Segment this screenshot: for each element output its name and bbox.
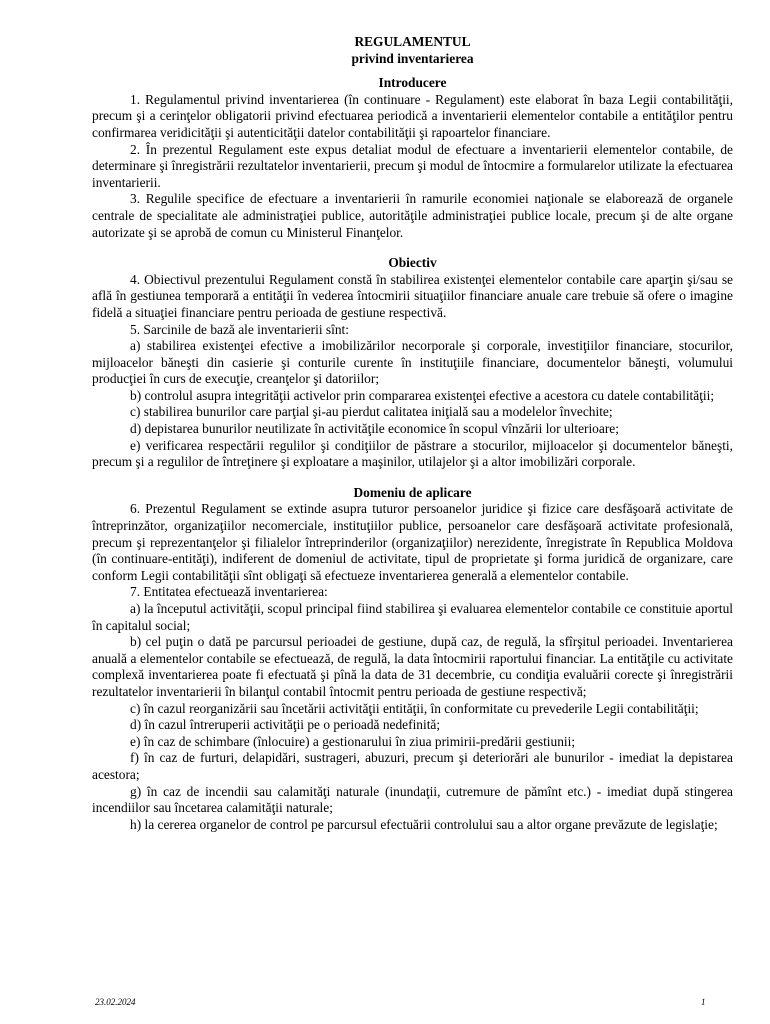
paragraph: d) în cazul întreruperii activităţii pe o perioadă nedefinită;: [130, 717, 441, 733]
document-subtitle: privind inventarierea: [351, 50, 474, 66]
paragraph: h) la cererea organelor de control pe parcursul efectuării controlului sau a altor organe prevăzute de legislaţie;: [130, 816, 718, 832]
paragraph: 7. Entitatea efectuează inventarierea:: [130, 584, 328, 600]
paragraph: 2. În prezentul Regulament este expus detaliat modul de efectuare a inventarierii elementelor contabile, de determinare şi înregistrării rezultatelor inventarierii, precum şi modul de întocmire a formularelor utilizate la efectuarea inventarierii.: [92, 141, 733, 190]
paragraph: f) în caz de furturi, delapidări, sustrageri, abuzuri, precum şi deteriorări ale bunurilor - imediat la depistarea acestora;: [92, 750, 733, 782]
paragraph: b) controlul asupra integrităţii activelor prin compararea existenţei efective a acestora cu datele contabilităţii;: [130, 387, 715, 403]
document-page: [92, 34, 733, 833]
footer-date: 23.02.2024: [95, 997, 136, 1007]
section-heading-obiectiv: Obiectiv: [388, 255, 437, 271]
document-title: REGULAMENTUL: [354, 34, 471, 49]
paragraph: b) cel puţin o dată pe parcursul perioadei de gestiune, după caz, de regulă, la sfîrşitul perioadei. Inventarierea anuală a elementelor contabile se efectuează, de regulă, la data întocmirii raportului financiar. La entităţile cu activitate complexă inventarierea poate fi efectuată şi pînă la data de 31 decembrie, cu condiţia evaluării corecte şi înregistrării rezultatelor inventarierii în bilanţul contabil întocmit pentru perioada de gestiune respectivă;: [92, 634, 733, 699]
paragraph: c) în cazul reorganizării sau încetării activităţii entităţii, în conformitate cu prevederile Legii contabilităţii;: [130, 700, 699, 716]
section-heading-domeniu: Domeniu de aplicare: [353, 484, 472, 500]
footer-page-number: 1: [701, 997, 706, 1007]
paragraph: 1. Regulamentul privind inventarierea (în continuare - Regulament) este elaborat în baza Legii contabilităţii, precum şi a cerinţelor obligatorii privind efectuarea periodică a inventarierii elementelor contabile a entităţilor pentru confirmarea veridicităţii şi autenticităţii datelor contabilităţii şi rapoartelor financiare.: [92, 91, 733, 140]
section-heading-introducere: Introducere: [378, 75, 447, 91]
paragraph: a) stabilirea existenţei efective a imobilizărilor necorporale şi corporale, investiţiilor financiare, stocurilor, mijloacelor băneşti din casierie şi conturile curente în instituţiile financiare, documentelor băneşti, volumului producţiei în curs de execuţie, creanţelor şi datoriilor;: [92, 338, 733, 387]
paragraph: 4. Obiectivul prezentului Regulament constă în stabilirea existenţei elementelor contabile care aparţin şi/sau se află în gestiunea temporară a entităţii în vederea întocmirii situaţiilor financiare anuale care trebuie să ofere o imagine fidelă a situaţiei financiare pentru perioada de gestiune respectivă.: [92, 271, 733, 320]
paragraph: 5. Sarcinile de bază ale inventarierii sînt:: [130, 321, 349, 337]
paragraph: a) la începutul activităţii, scopul principal fiind stabilirea şi evaluarea elementelor contabile ce constituie aportul în capitalul social;: [92, 601, 733, 633]
paragraph: e) verificarea respectării regulilor şi condiţiilor de păstrare a stocurilor, mijloacelor şi documentelor băneşti, precum şi a regulilor de întreţinere şi exploatare a maşinilor, utilajelor şi a altor imobilizări corporale.: [92, 437, 733, 470]
paragraph: d) depistarea bunurilor neutilizate în activităţile economice în scopul vînzării lor ulterioare;: [130, 421, 619, 437]
paragraph: c) stabilirea bunurilor care parţial şi-au pierdut calitatea iniţială sau a modelelor învechite;: [130, 404, 613, 420]
paragraph: g) în caz de incendii sau calamităţi naturale (inundaţii, cutremure de pămînt etc.) - imediat după stingerea incendiilor sau încetarea calamităţii naturale;: [92, 783, 733, 816]
paragraph: 6. Prezentul Regulament se extinde asupra tuturor persoanelor juridice şi fizice care desfăşoară activitate de întreprinzător, organizaţiilor necomerciale, instituţiilor publice, persoanelor care desfăşoară activitate profesională, precum şi reprezentanţelor şi filialelor întreprinderilor (organizaţiilor) nerezidente, înregistrate în Republica Moldova (în continuare-entităţi), indiferent de domeniul de activitate, tipul de proprietate şi forma juridică de organizare, care conform Legii contabilităţii sînt obligaţi să efectueze inventarierea generală a elementelor contabile.: [92, 501, 733, 583]
paragraph: e) în caz de schimbare (înlocuire) a gestionarului în ziua primirii-predării gestiunii;: [130, 733, 576, 749]
paragraph: 3. Regulile specifice de efectuare a inventarierii în ramurile economiei naţionale se elaborează de organele centrale de specialitate ale administraţiei publice, autorităţile administraţiei publice locale, precum şi de alte organe autorizate şi se aprobă de comun cu Ministerul Finanţelor.: [92, 191, 733, 240]
